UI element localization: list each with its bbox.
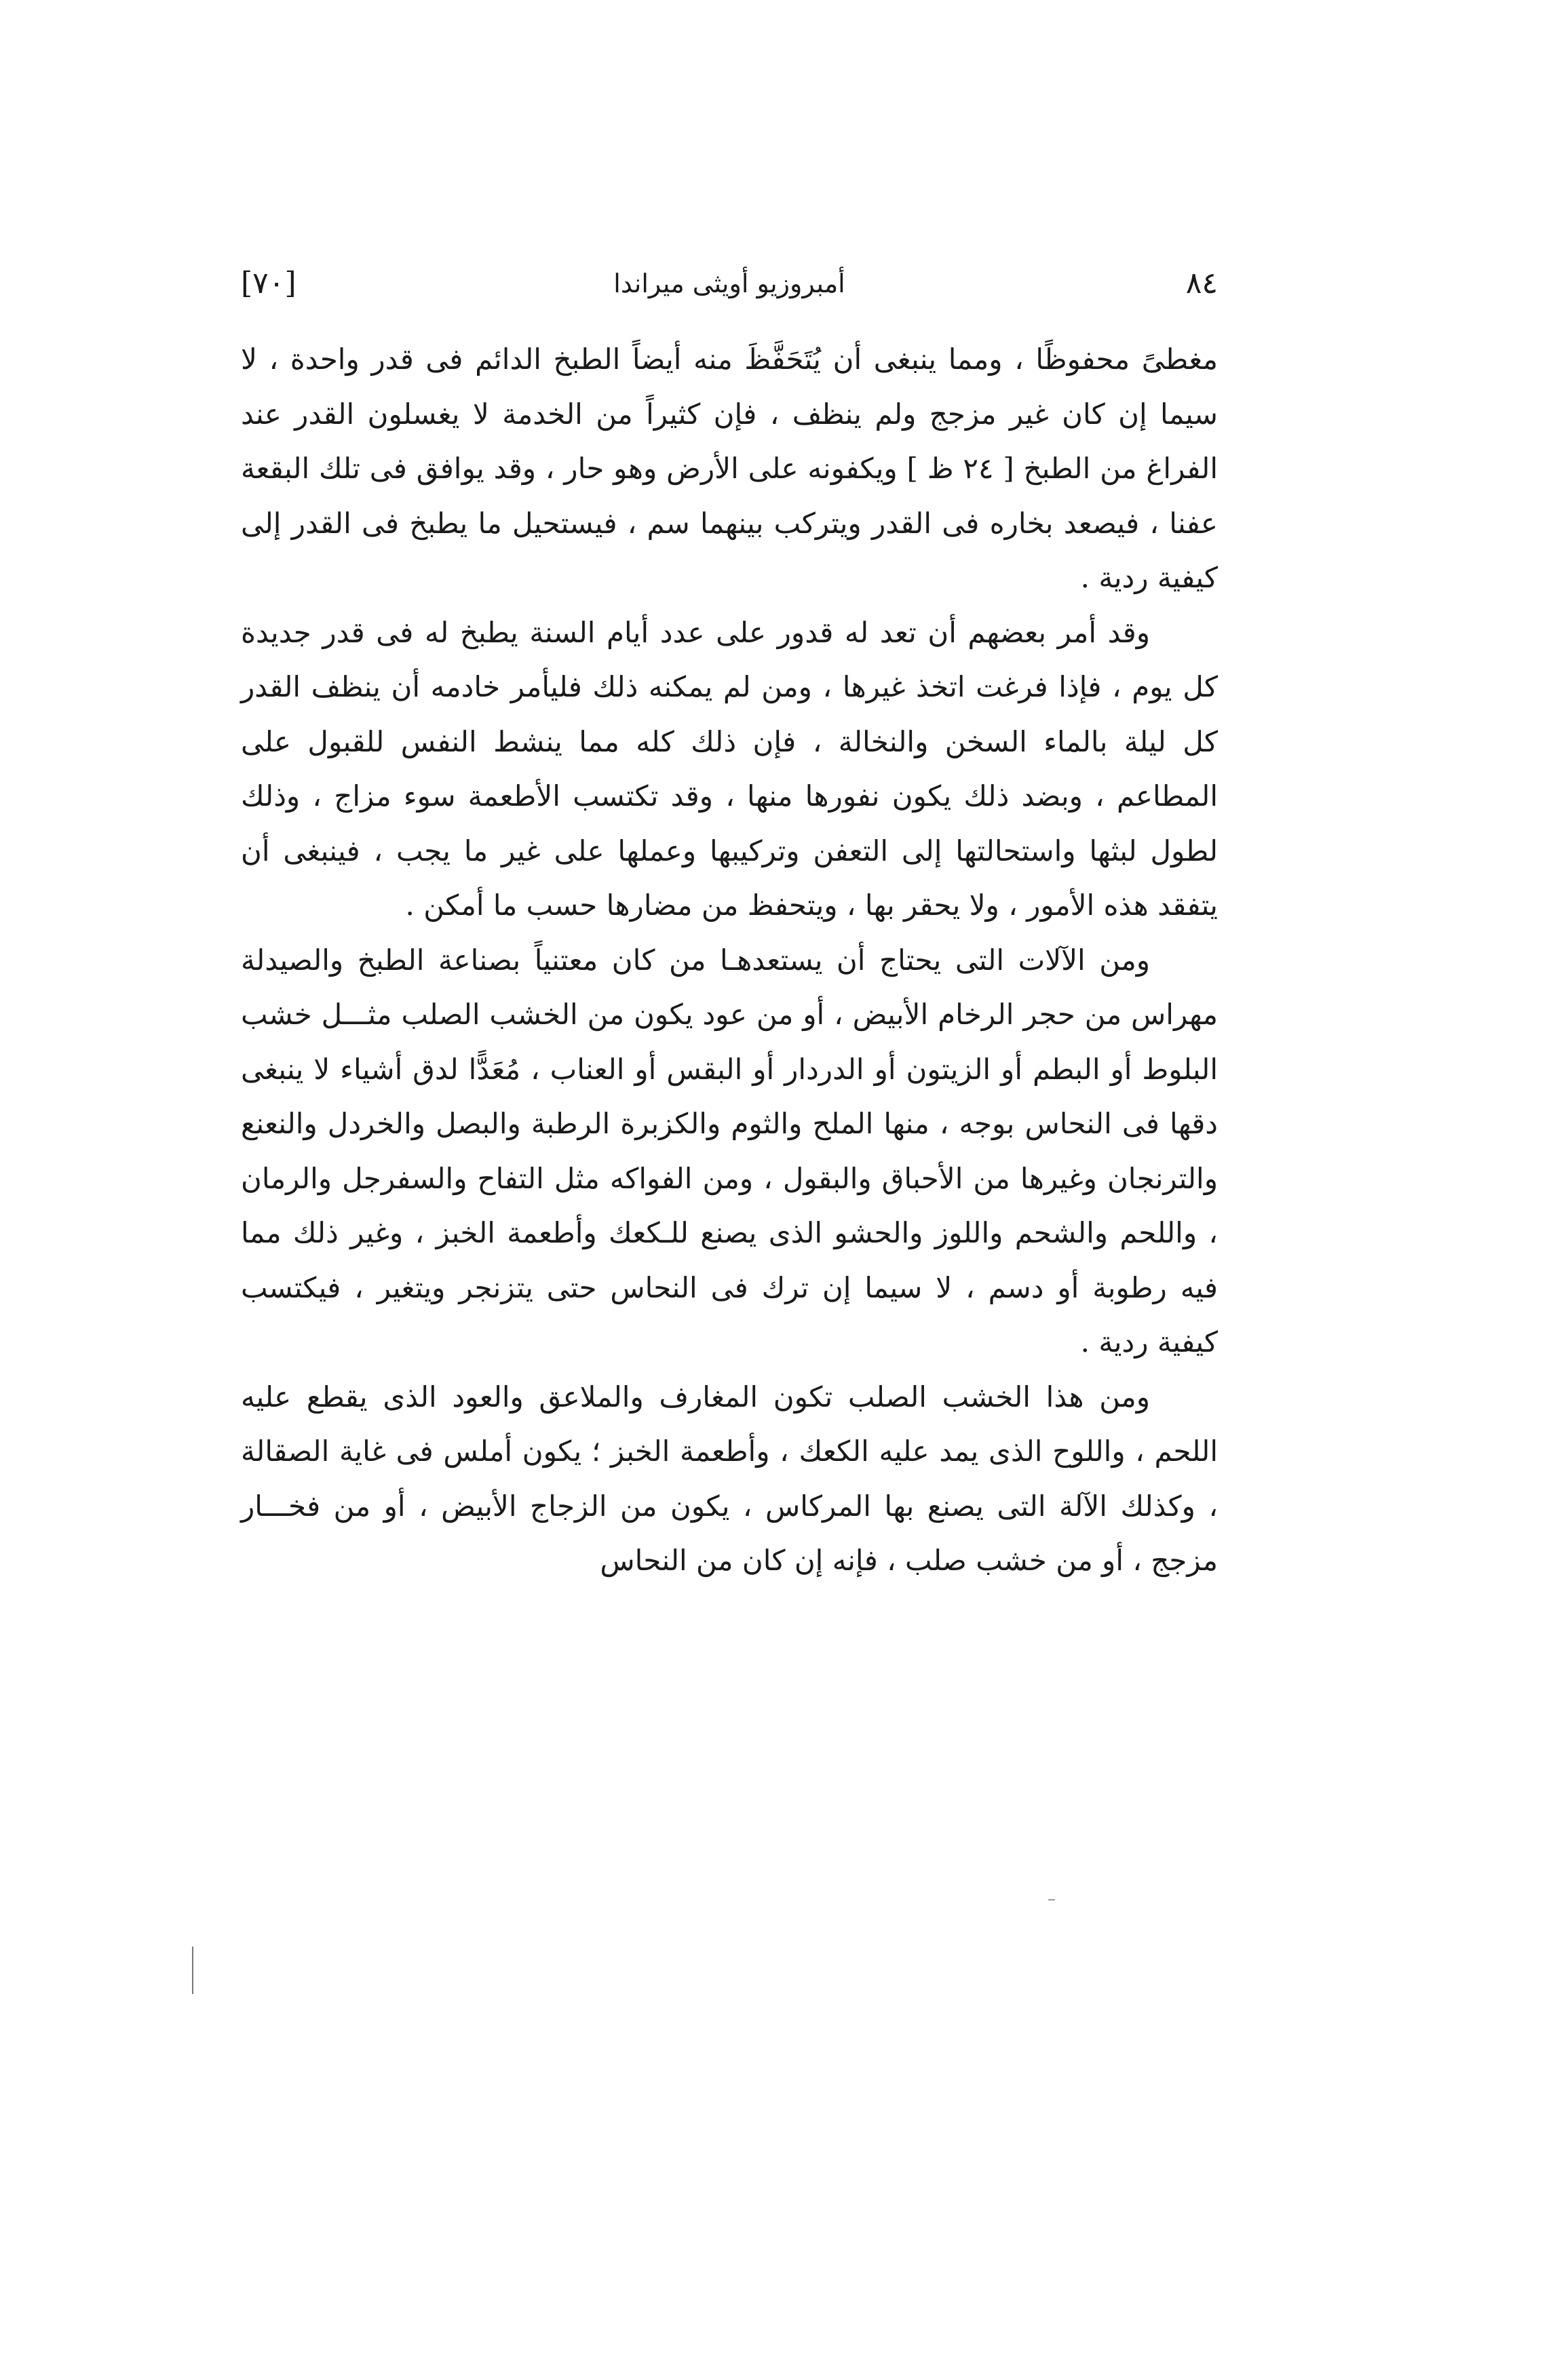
main-text: [241, 332, 1218, 1588]
paragraph-2: وقد أمر بعضهم أن تعد له قدور على عدد أيام السنة يطبخ له فى قدر جديدة كل يوم ، فإذا فرغت اتخذ غيرها ، ومن لم يمكنه ذلك فليأمر خادمه أن ينظف القدر كل ليلة بالماء السخن والنخالة ، فإن ذلك كله مما ينشط النفس للقبول على المطاعم ، وبضد ذلك يكون نفورها منها ، وقد تكتسب الأطعمة سوء مزاج ، وذلك لطول لبثها واستحالتها إلى التعفن وتركيبها وعملها على غير ما يجب ، فينبغى أن يتفقد هذه الأمور ، ولا يحقر بها ، ويتحفظ من مضارها حسب ما أمكن .: [241, 615, 1218, 922]
margin-scan-line: [192, 1947, 193, 1994]
paragraph-1: مغطىً محفوظًا ، ومما ينبغى أن يُتَحَفَّظَ منه أيضاً الطبخ الدائم فى قدر واحدة ، لا سيما إن كان غير مزجج ولم ينظف ، فإن كثيراً من الخدمة لا يغسلون القدر عند الفراغ من الطبخ [ ٢٤ ظ ] ويكفونه على الأرض وهو حار ، وقد يوافق فى تلك البقعة عفنا ، فيصعد بخاره فى القدر ويتركب بينهما سم ، فيستحيل ما يطبخ فى القدر إلى كيفية ردية .: [241, 343, 1218, 594]
paragraph-4: ومن هذا الخشب الصلب تكون المغارف والملاعق والعود الذى يقطع عليه اللحم ، واللوح الذى يمد عليه الكعك ، وأطعمة الخبز ؛ يكون أملس فى غاية الصقالة ، وكذلك الآلة التى يصنع بها المركاس ، يكون من الزجاج الأبيض ، أو من فخـــار مزجج ، أو من خشب صلب ، فإنه إن كان من النحاس: [241, 1380, 1218, 1577]
manuscript-folio-reference: [٧٠]: [241, 266, 296, 300]
paragraph-3: ومن الآلات التى يحتاج أن يستعدهـا من كان معتنياً بصناعة الطبخ والصيدلة مهراس من حجر الرخام الأبيض ، أو من عود يكون من الخشب الصلب مثـــل خشب البلوط أو البطم أو الزيتون أو الدردار أو البقس أو العناب ، مُعَدًّا لدق أشياء لا ينبغى دقها فى النحاس بوجه ، منها الملح والثوم والكزبرة الرطبة والبصل والخردل والنعنع والترنجان وغيرها من الأحباق والبقول ، ومن الفواكه مثل التفاح والسفرجل والرمان ، واللحم والشحم واللوز والحشو الذى يصنع للـكعك وأطعمة الخبز ، وغير ذلك مما فيه رطوبة أو دسم ، لا سيما إن ترك فى النحاس حتى يتزنجر ويتغير ، فيكتسب كيفية ردية .: [241, 943, 1218, 1359]
scan-speck: [1048, 1899, 1055, 1900]
page-header: [241, 266, 1218, 313]
running-title: أمبروزيو أويثى ميراندا: [613, 269, 845, 298]
page-number: ٨٤: [1185, 266, 1218, 300]
